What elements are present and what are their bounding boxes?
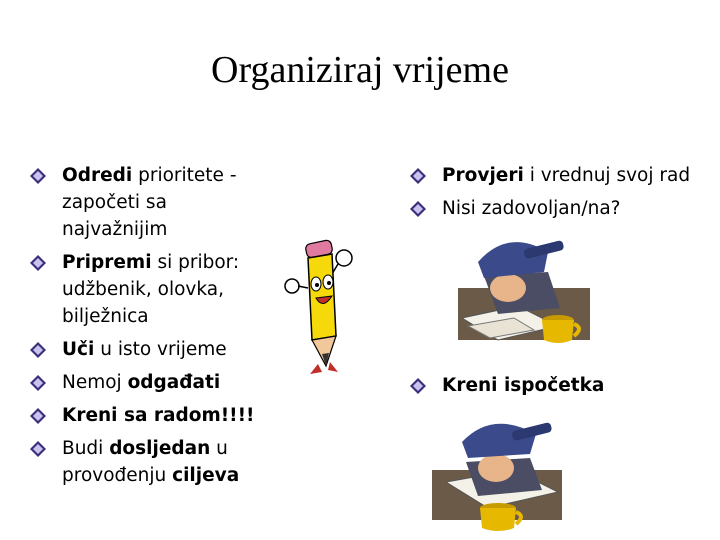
diamond-bullet-icon [30, 168, 46, 184]
diamond-bullet-icon [410, 378, 426, 394]
diamond-bullet-icon [410, 168, 426, 184]
right-list-item [410, 195, 720, 222]
diamond-bullet-icon [30, 441, 46, 457]
bullet-text-segment: dosljedan [109, 438, 211, 459]
diamond-bullet-icon [410, 201, 426, 217]
left-list-item [30, 162, 270, 243]
bullet-text-segment: Odredi [62, 165, 133, 186]
restart-item [410, 372, 604, 399]
bullet-text-segment: Nisi zadovoljan/na? [442, 198, 621, 219]
left-list-item [30, 249, 270, 330]
bullet-text-segment: i vrednuj svoj rad [523, 165, 691, 186]
bullet-text-segment: Kreni ispočetka [442, 375, 605, 396]
bullet-text-segment: Pripremi [62, 252, 152, 273]
bullet-text-segment: Uči [62, 339, 95, 360]
right-bullet-list [410, 162, 720, 228]
bullet-text-segment: u provođenju [62, 438, 228, 486]
diamond-bullet-icon [30, 408, 46, 424]
left-bullet-list [30, 162, 270, 495]
bullet-text-segment: Kreni sa radom!!!! [62, 405, 255, 426]
diamond-bullet-icon [30, 255, 46, 271]
right-list-item [410, 162, 720, 189]
slide-title: Organiziraj vrijeme [211, 49, 509, 91]
restart-item-container [410, 372, 604, 405]
left-list-item [30, 336, 270, 363]
left-list-item [30, 402, 270, 429]
student-studying-image-1 [438, 222, 598, 350]
pencil-mascot-image [278, 238, 358, 378]
bullet-text-segment: Provjeri [442, 165, 524, 186]
bullet-text-segment: prioritete - započeti sa najvažnijim [62, 165, 237, 240]
bullet-text-segment: u isto vrijeme [94, 339, 227, 360]
bullet-text-segment: odgađati [127, 372, 221, 393]
left-list-item [30, 369, 270, 396]
bullet-text-segment: ciljeva [172, 465, 240, 486]
diamond-bullet-icon [30, 342, 46, 358]
bullet-text-segment: Nemoj [62, 372, 128, 393]
left-list-item [30, 435, 270, 489]
bullet-text-segment: si pribor: udžbenik, olovka, bilježnica [62, 252, 240, 327]
bullet-text-segment: Budi [62, 438, 110, 459]
student-studying-image-2 [426, 412, 592, 532]
diamond-bullet-icon [30, 375, 46, 391]
